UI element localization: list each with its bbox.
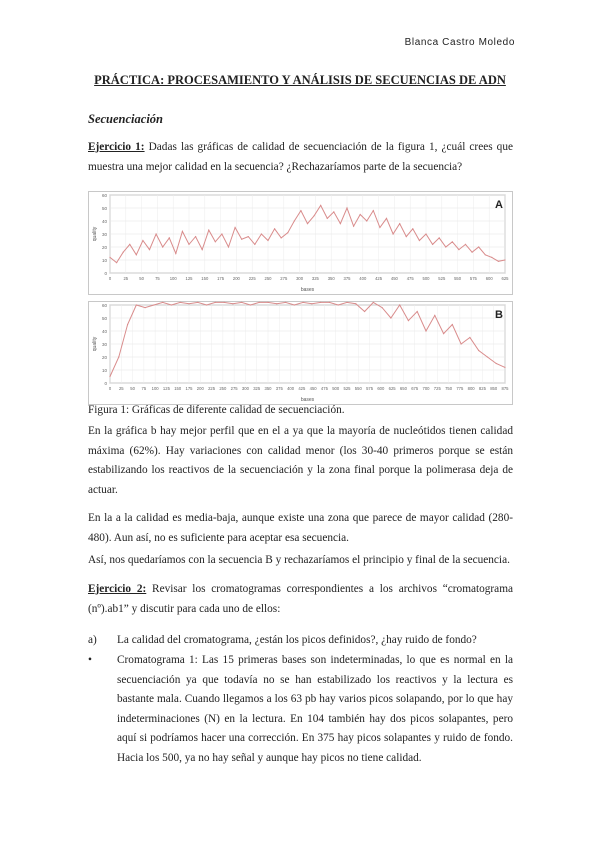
data-point: [355, 303, 356, 304]
data-point: [145, 307, 146, 308]
bullet-text: Cromatograma 1: Las 15 primeras bases son indeterminadas, lo que es normal en la secuenciación ya que todavía no se han estabilizado los reactivos y la lectura es bastante mala. Cuando llegamos a los 63 pb hay varios picos solapando, por lo que hay indeterminaciones (N) en la lectura. En 104 también hay dos picos solapantes, pero aquí si podríamos hacer una corrección. En 375 hay picos solapantes y ruido de fondo. Hacia los 500, ya no hay señal y aunque hay picos no tiene calidad.: [117, 654, 513, 764]
data-point: [180, 302, 181, 303]
x-tick-label: 475: [320, 386, 328, 391]
data-point: [109, 376, 110, 377]
data-point: [340, 223, 341, 224]
exercise-2-label: Ejercicio 2:: [88, 583, 147, 595]
figure-caption: Figura 1: Gráficas de diferente calidad de secuenciación.: [88, 404, 345, 416]
exercise-1-label: Ejercicio 1:: [88, 141, 145, 153]
data-point: [458, 249, 459, 250]
data-point: [425, 233, 426, 234]
exercise-1-text: Dadas las gráficas de calidad de secuenciación de la figura 1, ¿cuál crees que muestra una mejor calidad en la secuencia? ¿Rechazaríamos parte de la secuencia?: [88, 141, 513, 173]
data-point: [364, 311, 365, 312]
x-tick-label: 325: [253, 386, 261, 391]
data-point: [399, 304, 400, 305]
y-tick-label: 30: [101, 232, 107, 237]
data-point: [498, 261, 499, 262]
data-point: [392, 233, 393, 234]
data-point: [129, 244, 130, 245]
data-point: [267, 302, 268, 303]
x-tick-label: 700: [422, 386, 430, 391]
data-point: [485, 254, 486, 255]
data-point: [221, 233, 222, 234]
exercise-2-paragraph: [88, 580, 513, 619]
data-point: [373, 302, 374, 303]
y-tick-label: 50: [101, 206, 107, 211]
data-point: [504, 259, 505, 260]
x-tick-label: 575: [366, 386, 374, 391]
data-point: [215, 241, 216, 242]
data-point: [445, 246, 446, 247]
x-tick-label: 250: [219, 386, 227, 391]
y-tick-label: 40: [101, 329, 107, 334]
x-tick-label: 725: [433, 386, 441, 391]
x-tick-label: 75: [141, 386, 147, 391]
data-point: [333, 211, 334, 212]
data-point: [254, 244, 255, 245]
x-tick-label: 150: [174, 386, 182, 391]
data-point: [487, 356, 488, 357]
y-tick-label: 10: [101, 258, 107, 263]
x-tick-label: 75: [155, 276, 160, 281]
y-tick-label: 10: [101, 368, 107, 373]
panel-label: A: [495, 199, 503, 211]
data-point: [311, 303, 312, 304]
x-tick-label: 125: [185, 276, 193, 281]
data-point: [382, 307, 383, 308]
data-point: [406, 236, 407, 237]
list-marker-a: a): [88, 634, 97, 646]
data-point: [261, 233, 262, 234]
y-tick-label: 20: [101, 355, 107, 360]
data-point: [153, 304, 154, 305]
y-tick-label: 40: [101, 219, 107, 224]
data-point: [155, 233, 156, 234]
data-point: [465, 244, 466, 245]
x-tick-label: 200: [232, 276, 240, 281]
x-tick-label: 500: [422, 276, 430, 281]
data-point: [471, 252, 472, 253]
data-point: [294, 220, 295, 221]
data-point: [228, 246, 229, 247]
quality-chart-b: [88, 301, 513, 405]
data-point: [373, 210, 374, 211]
data-point: [353, 226, 354, 227]
data-point: [182, 231, 183, 232]
data-point: [443, 333, 444, 334]
data-point: [274, 228, 275, 229]
data-point: [434, 315, 435, 316]
data-point: [491, 257, 492, 258]
data-point: [379, 227, 380, 228]
answer-paragraph-2: En la a la calidad es media-baja, aunque existe una zona que parece de mayor calidad (280-480). Aun así, no es suficiente para aceptar esa secuencia.: [88, 512, 513, 544]
data-point: [303, 302, 304, 303]
x-tick-label: 550: [454, 276, 462, 281]
y-tick-label: 60: [101, 193, 107, 198]
data-point: [169, 237, 170, 238]
figure-a: [88, 191, 513, 295]
data-point: [417, 311, 418, 312]
data-point: [208, 230, 209, 231]
data-point: [195, 236, 196, 237]
x-tick-label: 625: [388, 386, 396, 391]
x-tick-label: 450: [390, 276, 398, 281]
x-tick-label: 25: [118, 386, 124, 391]
figure-b: [88, 301, 513, 405]
data-point: [327, 218, 328, 219]
data-point: [313, 215, 314, 216]
data-point: [234, 227, 235, 228]
data-point: [320, 205, 321, 206]
data-point: [241, 302, 242, 303]
x-tick-label: 400: [287, 386, 295, 391]
x-tick-label: 450: [309, 386, 317, 391]
data-point: [162, 246, 163, 247]
x-tick-label: 500: [332, 386, 340, 391]
x-tick-label: 300: [296, 276, 304, 281]
data-point: [452, 241, 453, 242]
data-point: [419, 240, 420, 241]
answer-paragraph-3: Así, nos quedaríamos con la secuencia B y rechazaríamos el principio y final de la secuencia.: [88, 554, 510, 566]
y-tick-label: 0: [104, 381, 107, 386]
data-point: [478, 246, 479, 247]
x-tick-label: 275: [230, 386, 238, 391]
data-point: [197, 302, 198, 303]
data-point: [496, 363, 497, 364]
x-tick-label: 300: [241, 386, 249, 391]
x-tick-label: 425: [298, 386, 306, 391]
y-axis-label: quality: [92, 226, 98, 242]
x-tick-label: 600: [377, 386, 385, 391]
x-tick-label: 525: [343, 386, 351, 391]
data-point: [149, 249, 150, 250]
data-point: [338, 304, 339, 305]
data-point: [294, 304, 295, 305]
x-tick-label: 325: [311, 276, 319, 281]
x-tick-label: 100: [151, 386, 159, 391]
data-point: [162, 302, 163, 303]
x-tick-label: 875: [501, 386, 509, 391]
data-point: [504, 367, 505, 368]
x-tick-label: 800: [467, 386, 475, 391]
x-tick-label: 175: [217, 276, 225, 281]
data-point: [276, 303, 277, 304]
x-tick-label: 375: [343, 276, 351, 281]
author-header: Blanca Castro Moledo: [404, 37, 515, 48]
data-point: [116, 262, 117, 263]
data-point: [346, 302, 347, 303]
answer-paragraph-1: En la gráfica b hay mejor perfil que en el a ya que la mayoría de nucleótidos tienen calidad máxima (62%). Hay variaciones con calidad menor (los 30-40 primeros porque se están estabilizando los reactivos de la secuenciación y la zona final porque la polimerasa deja de actuar.: [88, 425, 513, 496]
data-point: [285, 302, 286, 303]
x-tick-label: 425: [375, 276, 383, 281]
data-point: [425, 330, 426, 331]
data-point: [202, 249, 203, 250]
quality-chart-a: [88, 191, 513, 295]
data-point: [142, 240, 143, 241]
x-tick-label: 475: [406, 276, 414, 281]
x-tick-label: 575: [469, 276, 477, 281]
y-tick-label: 50: [101, 316, 107, 321]
data-point: [118, 356, 119, 357]
x-tick-label: 50: [139, 276, 144, 281]
data-point: [188, 303, 189, 304]
data-point: [224, 302, 225, 303]
x-tick-label: 675: [411, 386, 419, 391]
x-tick-label: 750: [445, 386, 453, 391]
x-tick-label: 375: [275, 386, 283, 391]
x-tick-label: 650: [399, 386, 407, 391]
panel-label: B: [495, 309, 503, 321]
data-point: [241, 239, 242, 240]
data-point: [281, 237, 282, 238]
x-tick-label: 350: [264, 386, 272, 391]
data-point: [248, 236, 249, 237]
y-tick-label: 30: [101, 342, 107, 347]
data-point: [250, 304, 251, 305]
x-tick-label: 350: [327, 276, 335, 281]
document-title: PRÁCTICA: PROCESAMIENTO Y ANÁLISIS DE SECUENCIAS DE ADN: [94, 73, 506, 87]
exercise-1-paragraph: [88, 138, 513, 177]
data-point: [109, 257, 110, 258]
x-tick-label: 225: [208, 386, 216, 391]
data-point: [439, 237, 440, 238]
data-point: [307, 223, 308, 224]
data-point: [408, 320, 409, 321]
data-point: [127, 324, 128, 325]
y-tick-label: 60: [101, 303, 107, 308]
data-point: [232, 303, 233, 304]
x-tick-label: 200: [196, 386, 204, 391]
data-point: [320, 302, 321, 303]
data-point: [461, 343, 462, 344]
x-axis-label: bases: [300, 287, 315, 293]
data-point: [206, 304, 207, 305]
x-tick-label: 150: [201, 276, 209, 281]
data-point: [215, 302, 216, 303]
x-tick-label: 600: [485, 276, 493, 281]
x-tick-label: 825: [478, 386, 486, 391]
data-point: [136, 304, 137, 305]
data-point: [171, 304, 172, 305]
data-point: [469, 337, 470, 338]
list-text-a: La calidad del cromatograma, ¿están los picos definidos?, ¿hay ruido de fondo?: [117, 634, 477, 646]
data-point: [300, 210, 301, 211]
exercise-2-text: Revisar los cromatogramas correspondientes a los archivos “cromatograma (nº).ab1” y discutir para cada uno de ellos:: [88, 583, 514, 615]
x-tick-label: 175: [185, 386, 193, 391]
data-point: [123, 252, 124, 253]
data-point: [390, 317, 391, 318]
data-point: [452, 324, 453, 325]
x-tick-label: 250: [264, 276, 272, 281]
x-tick-label: 0: [108, 276, 112, 281]
y-axis-label: quality: [92, 336, 98, 352]
bullet-marker: •: [88, 654, 92, 666]
data-point: [432, 244, 433, 245]
x-tick-label: 100: [169, 276, 177, 281]
y-tick-label: 20: [101, 245, 107, 250]
data-point: [188, 244, 189, 245]
section-heading: Secuenciación: [88, 112, 163, 126]
x-tick-label: 225: [248, 276, 256, 281]
data-point: [136, 254, 137, 255]
data-point: [329, 302, 330, 303]
data-point: [366, 220, 367, 221]
x-axis-label: bases: [300, 397, 315, 403]
data-point: [360, 214, 361, 215]
x-tick-label: 625: [501, 276, 509, 281]
x-tick-label: 125: [162, 386, 170, 391]
y-tick-label: 0: [104, 271, 107, 276]
data-point: [259, 302, 260, 303]
data-point: [175, 253, 176, 254]
data-point: [386, 218, 387, 219]
x-tick-label: 525: [438, 276, 446, 281]
data-point: [346, 207, 347, 208]
x-tick-label: 25: [123, 276, 129, 281]
x-tick-label: 400: [359, 276, 367, 281]
data-point: [287, 232, 288, 233]
data-point: [412, 228, 413, 229]
data-point: [478, 350, 479, 351]
x-tick-label: 0: [108, 386, 112, 391]
data-point: [399, 223, 400, 224]
x-tick-label: 275: [280, 276, 288, 281]
x-tick-label: 850: [490, 386, 498, 391]
x-tick-label: 50: [130, 386, 135, 391]
x-tick-label: 775: [456, 386, 464, 391]
x-tick-label: 550: [354, 386, 362, 391]
data-point: [267, 240, 268, 241]
